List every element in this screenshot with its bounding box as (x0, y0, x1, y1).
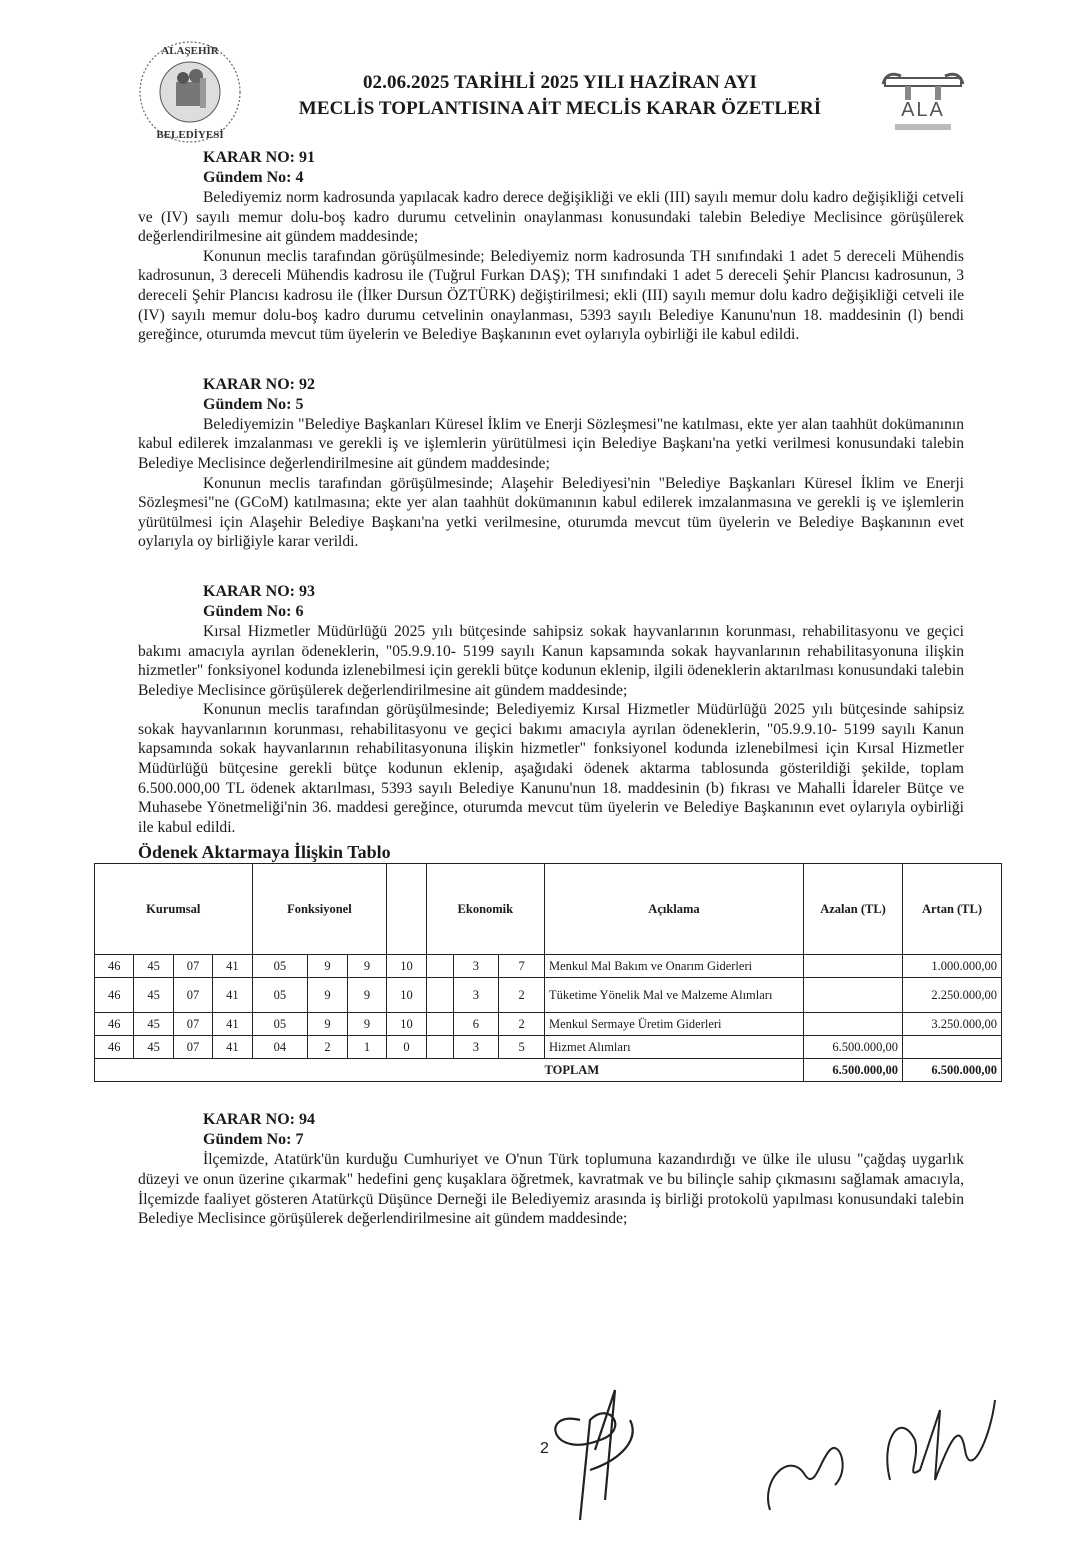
code-cell: 46 (95, 1036, 134, 1059)
code-cell: 41 (213, 1013, 252, 1036)
decision-paragraph: Belediyemiz norm kadrosunda yapılacak kadro derece değişikliği ve ekli (III) sayılı memur dolu kadro değişikliği cetveli ve (IV) sayılı memur dolu-boş kadro durumu cetvelinin onaylanması konusundaki talebin Belediye Meclisince görüşülerek değerlendirilmesine ait gündem maddesinde; (138, 189, 964, 246)
header-fonksiyonel: Fonksiyonel (252, 864, 387, 955)
code-cell: 45 (134, 1013, 173, 1036)
code-cell: 07 (173, 1036, 212, 1059)
code-cell: 45 (134, 955, 173, 978)
total-label: TOPLAM (545, 1059, 804, 1082)
document-title (250, 70, 870, 122)
header-ekonomik: Ekonomik (426, 864, 544, 955)
code-cell: 46 (95, 1013, 134, 1036)
code-cell: 04 (252, 1036, 308, 1059)
decision-paragraph: Konunun meclis tarafından görüşülmesinde; Alaşehir Belediyesi'nin "Belediye Başkanları Küresel İklim ve Enerji Sözleşmesi"ne (GCoM) katılmasına; ekte yer alan taahhüt dokümanının kabul edilerek imzalanmasına ve gerekli iş ve işlemlerin yürütülmesi için Alaşehir Belediye Başkanı'na yetki verilmesine, oturumda mevcut tüm üyelerin ve Belediye Başkanının evet oylarıyla oy birliğiyle karar verildi. (138, 474, 964, 551)
handwritten-signatures (520, 1380, 1040, 1530)
aciklama-cell: Menkul Mal Bakım ve Onarım Giderleri (545, 955, 804, 978)
appropriation-transfer-table (94, 863, 1002, 1082)
code-cell: 45 (134, 1036, 173, 1059)
header-azalan: Azalan (TL) (804, 864, 903, 955)
table-title: Ödenek Aktarmaya İlişkin Tablo (138, 842, 391, 863)
aciklama-cell: Menkul Sermaye Üretim Giderleri (545, 1013, 804, 1036)
code-cell: 9 (308, 1013, 348, 1036)
code-cell: 5 (499, 1036, 545, 1059)
code-cell: 05 (252, 1013, 308, 1036)
gundem-number: Gündem No: 6 (203, 602, 304, 620)
code-cell: 46 (95, 955, 134, 978)
artan-cell: 1.000.000,00 (903, 955, 1002, 978)
aciklama-cell: Tüketime Yönelik Mal ve Malzeme Alımları (545, 978, 804, 1013)
code-cell: 3 (453, 978, 499, 1013)
code-cell: 2 (499, 978, 545, 1013)
code-cell: 10 (387, 978, 426, 1013)
code-cell: 9 (347, 978, 387, 1013)
title-line-2: MECLİS TOPLANTISINA AİT MECLİS KARAR ÖZETLERİ (298, 98, 822, 119)
decision-paragraph: İlçemizde, Atatürk'ün kurduğu Cumhuriyet ve O'nun Türk toplumuna kazandırdığı ve ülke ile ulusu "çağdaş uygarlık düzeyi ve onun üzerine çıkarmak" hedefini genç kuşaklara öğretmek, kavratmak ve bu bilinçle sahip çıkmasını sağlamak amacıyla, İlçemizde faaliyet gösteren Atatürkçü Düşünce Derneği ile Belediyemiz arasında iş birliği protokolü yapılması konusundaki talebin Belediye Meclisince görüşülerek değerlendirilmesine ait gündem maddesinde; (138, 1151, 964, 1228)
code-cell (426, 978, 453, 1013)
svg-text:ALA: ALA (901, 99, 945, 121)
table-row (95, 1036, 1002, 1059)
code-cell: 07 (173, 1013, 212, 1036)
karar-number: KARAR NO: 92 (203, 375, 315, 393)
artan-cell (903, 1036, 1002, 1059)
table-row (95, 1013, 1002, 1036)
code-cell: 07 (173, 955, 212, 978)
total-artan: 6.500.000,00 (903, 1059, 1002, 1082)
karar-number: KARAR NO: 94 (203, 1111, 315, 1129)
artan-cell: 2.250.000,00 (903, 978, 1002, 1013)
title-line-1: 02.06.2025 TARİHLİ 2025 YILI HAZİRAN AYI (362, 72, 758, 93)
code-cell: 7 (499, 955, 545, 978)
code-cell: 2 (499, 1013, 545, 1036)
decision-91 (138, 148, 964, 345)
azalan-cell: 6.500.000,00 (804, 1036, 903, 1059)
code-cell: 41 (213, 978, 252, 1013)
total-azalan: 6.500.000,00 (804, 1059, 903, 1082)
code-cell: 0 (387, 1036, 426, 1059)
code-cell: 41 (213, 955, 252, 978)
svg-text:BELEDİYESİ: BELEDİYESİ (156, 129, 224, 141)
municipality-seal-logo (136, 38, 244, 146)
ala-brand-logo (875, 64, 971, 134)
decision-paragraph: Konunun meclis tarafından görüşülmesinde; Belediyemiz norm kadrosunda TH sınıfındaki 1 adet 5 dereceli Mühendis kadrosunun, 3 dereceli Mühendis kadrosu ile (Tuğrul Furkan DAŞ); TH sınıfındaki 1 adet 5 dereceli Şehir Plancısı kadrosunun, 3 dereceli Şehir Plancısı kadrosu ile (İlker Dursun ÖZTÜRK) değiştirilmesi; ekli (III) sayılı memur dolu kadro değişikliği cetveli ile (IV) sayılı memur dolu-boş kadro durumu cetvelinin onaylanması, 5393 sayılı Belediye Kanunu'nun 18. maddesinin (l) bendi gereğince, oturumda mevcut tüm üyelerin ve Belediye Başkanının evet oylarıyla oybirliği ile kabul edildi. (138, 247, 964, 344)
decisions-body (107, 148, 997, 1229)
azalan-cell (804, 955, 903, 978)
artan-cell: 3.250.000,00 (903, 1013, 1002, 1036)
decision-92 (138, 375, 964, 552)
code-cell: 07 (173, 978, 212, 1013)
table-header-row (95, 864, 1002, 955)
table-total-row (95, 1059, 1002, 1082)
azalan-cell (804, 978, 903, 1013)
code-cell: 05 (252, 978, 308, 1013)
code-cell: 41 (213, 1036, 252, 1059)
code-cell: 3 (453, 955, 499, 978)
aciklama-cell: Hizmet Alımları (545, 1036, 804, 1059)
decision-94 (138, 1110, 964, 1228)
code-cell: 9 (347, 1013, 387, 1036)
decision-paragraph: Belediyemizin "Belediye Başkanları Küresel İklim ve Enerji Sözleşmesi"ne katılması, ekte yer alan taahhüt dokümanının kabul edilerek imzalanması ve gerekli iş ve işlemlerin yürütülmesi için Belediye Başkanı'na yetki verilmesi konusundaki talebin Belediye Meclisince değerlendirilmesine ait gündem maddesinde; (138, 415, 964, 472)
code-cell: 46 (95, 978, 134, 1013)
gundem-number: Gündem No: 7 (203, 1131, 304, 1149)
header-kurumsal: Kurumsal (95, 864, 253, 955)
svg-text:ALAŞEHİR: ALAŞEHİR (161, 45, 219, 57)
karar-number: KARAR NO: 91 (203, 149, 315, 166)
code-cell: 1 (347, 1036, 387, 1059)
code-cell (426, 1036, 453, 1059)
azalan-cell (804, 1013, 903, 1036)
code-cell: 9 (347, 955, 387, 978)
code-cell: 2 (308, 1036, 348, 1059)
header-aciklama: Açıklama (545, 864, 804, 955)
table-row (95, 955, 1002, 978)
header-artan: Artan (TL) (903, 864, 1002, 955)
code-cell: 10 (387, 955, 426, 978)
code-cell: 3 (453, 1036, 499, 1059)
decision-paragraph: Kırsal Hizmetler Müdürlüğü 2025 yılı bütçesinde sahipsiz sokak hayvanlarının korunması, rehabilitasyonu ve geçici bakımı amacıyla ayrılan ödeneklerin, "05.9.9.10- 5199 sayılı Kanun kapsamında sokak hayvanlarının rehabilitasyonuna ilişkin hizmetler" fonksiyonel kodunda izlenebilmesi için gerekli bütçe kodunun eklenip, ilgili ödeneklerin aktarılması konusundaki talebin Belediye Meclisince görüşülerek değerlendirilmesine ait gündem maddesinde; (138, 622, 964, 699)
code-cell: 6 (453, 1013, 499, 1036)
code-cell: 05 (252, 955, 308, 978)
gundem-number: Gündem No: 4 (203, 169, 304, 186)
karar-number: KARAR NO: 93 (203, 582, 315, 600)
header-finans-blank (387, 864, 426, 955)
code-cell: 9 (308, 978, 348, 1013)
gundem-number: Gündem No: 5 (203, 395, 304, 413)
table-row (95, 978, 1002, 1013)
code-cell: 9 (308, 955, 348, 978)
page-number: 2 (540, 1440, 549, 1457)
code-cell: 45 (134, 978, 173, 1013)
code-cell (426, 1013, 453, 1036)
decision-paragraph: Konunun meclis tarafından görüşülmesinde; Belediyemiz Kırsal Hizmetler Müdürlüğü 2025 yılı bütçesinde sahipsiz sokak hayvanlarının korunması, rehabilitasyonu ve geçici bakımı amacıyla ayrılan ödeneklerin, "05.9.9.10- 5199 sayılı Kanun kapsamında sokak hayvanlarının rehabilitasyonuna ilişkin hizmetler" fonksiyonel kodunda izlenebilmesi için Kırsal Hizmetler Müdürlüğü bütçesine gerekli bütçe kodunun eklenip, aşağıdaki ödenek aktarma tablosunda gösterildiği şekilde, toplam 6.500.000,00 TL ödenek aktarılması, 5393 sayılı Belediye Kanunu'nun 18. maddesinin (b) fıkrası ve Mahalli İdareler Bütçe ve Muhasebe Yönetmeliği'nin 36. maddesi gereğince, oturumda mevcut tüm üyelerin ve Belediye Başkanının evet oylarıyla oybirliği ile kabul edildi. (138, 701, 964, 836)
code-cell: 10 (387, 1013, 426, 1036)
decision-93 (138, 582, 964, 838)
code-cell (426, 955, 453, 978)
